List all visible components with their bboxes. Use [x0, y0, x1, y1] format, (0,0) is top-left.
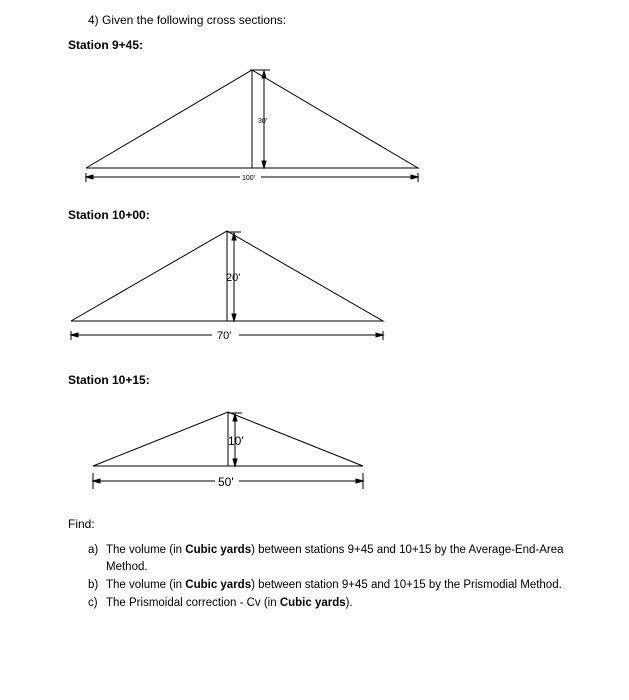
find-item-c-marker: c) [88, 597, 98, 609]
cross-section-3-width-label: 50' [218, 475, 234, 489]
cross-section-1-height-arrow-top [262, 71, 266, 78]
cross-section-2-width-arrow-left [71, 333, 78, 337]
cross-section-1-height-arrow-bottom [262, 161, 266, 168]
find-item-b [88, 577, 588, 594]
cross-section-2-width-arrow-right [376, 333, 383, 337]
find-label: Find: [68, 517, 95, 531]
cross-section-1-height-label: 30' [258, 118, 268, 125]
cross-section-3-height-arrow-bottom [233, 459, 237, 466]
cross-section-1 [86, 70, 418, 182]
cross-section-2-height-arrow-bottom [232, 314, 236, 321]
find-item-b-marker: b) [88, 579, 99, 591]
cross-section-2-width-label: 70' [217, 330, 232, 342]
find-item-b-pre: The volume (in [106, 579, 186, 591]
cross-section-1-width-arrow-right [411, 175, 418, 179]
cross-section-3-width-arrow-right [356, 479, 363, 483]
cross-section-2 [71, 231, 383, 340]
station-label-1: Station 9+45: [68, 38, 144, 52]
find-item-c-bold: Cubic yards [279, 597, 346, 609]
find-item-c-pre: The Prismoidal correction - Cv (in [106, 597, 280, 609]
find-item-a-marker: a) [88, 544, 99, 556]
cross-section-3-width-arrow-left [93, 479, 100, 483]
find-item-b-post: ) between station 9+45 and 10+15 by the Prismodial Method. [251, 579, 562, 591]
find-item-a-bold: Cubic yards [185, 544, 252, 556]
find-item-a-cont: Method. [106, 561, 148, 573]
problem-heading: 4) Given the following cross sections: [88, 13, 287, 27]
find-item-b-bold: Cubic yards [185, 579, 252, 591]
cross-section-2-height-label: 20' [226, 272, 241, 284]
find-item-c-post: ). [345, 597, 353, 609]
station-label-2: Station 10+00: [68, 208, 150, 222]
find-item-a-pre: The volume (in [106, 544, 186, 556]
cross-section-1-width-arrow-left [86, 175, 93, 179]
find-item-c [88, 595, 588, 612]
station-label-3: Station 10+15: [68, 373, 150, 387]
cross-section-1-width-label: 100' [242, 175, 256, 182]
cross-section-3-height-label: 10' [228, 434, 244, 448]
find-list [88, 542, 588, 612]
find-item-a [88, 542, 588, 576]
find-item-a-post: ) between stations 9+45 and 10+15 by the Average-End-Area [251, 544, 564, 556]
